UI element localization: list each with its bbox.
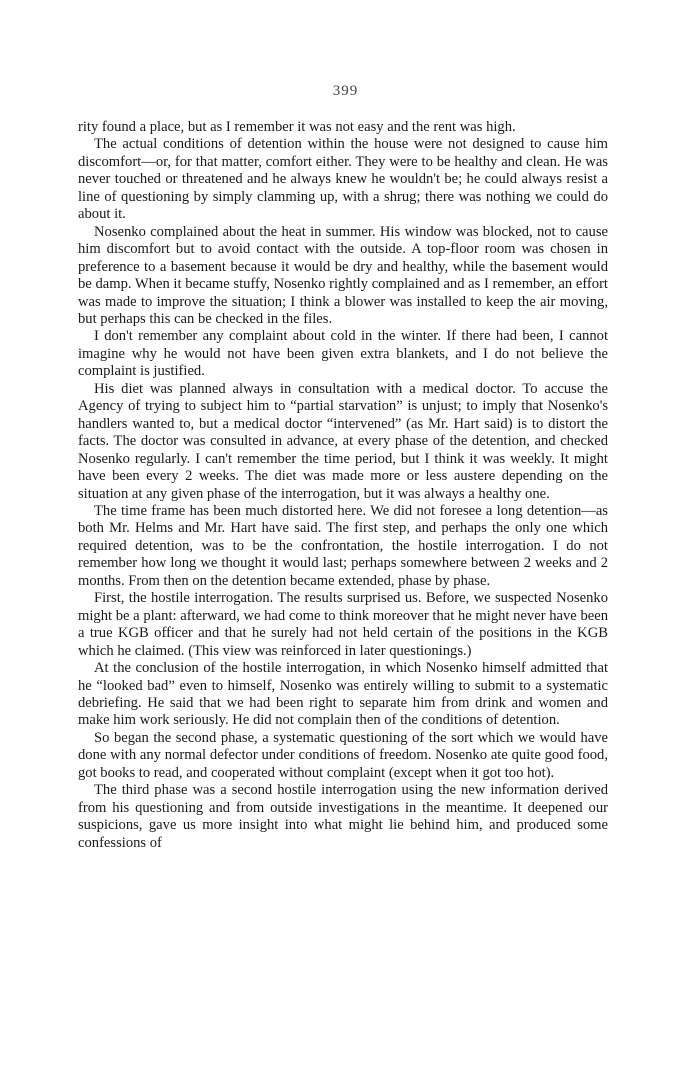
- paragraph: His diet was planned always in consultation with a medical doctor. To accuse the Agency of trying to subject him to “partial starvation” is unjust; to imply that Nosenko's handlers wanted to, but a medical doctor “intervened” (as Mr. Hart said) is to distort the facts. The doctor was consulted in advance, at every phase of the detention, and checked Nosenko regularly. I can't remember the time period, but I think it was weekly. It might have been every 2 weeks. The diet was made more or less austere depending on the situation at any given phase of the interrogation, but it was always a healthy one.: [78, 380, 608, 502]
- paragraph: The third phase was a second hostile interrogation using the new information derived from his questioning and from outside investigations in the meantime. It deepened our suspicions, gave us more insight into what might lie behind him, and produced some confessions of: [78, 782, 608, 851]
- paragraph: Nosenko complained about the heat in summer. His window was blocked, not to cause him discomfort but to avoid contact with the outside. A top-floor room was chosen in preference to a basement because it would be dry and healthy, while the basement would be damp. When it became stuffy, Nosenko rightly complained and as I remember, an effort was made to improve the situation; I think a blower was installed to keep the air moving, but perhaps this can be checked in the files.: [78, 223, 608, 327]
- paragraph: I don't remember any complaint about cold in the winter. If there had been, I cannot imagine why he would not have been given extra blankets, and I do not believe the complaint is justified.: [78, 328, 608, 380]
- body-text: [78, 119, 608, 852]
- paragraph: At the conclusion of the hostile interrogation, in which Nosenko himself admitted that he “looked bad” even to himself, Nosenko was entirely willing to submit to a systematic debriefing. He said that we had been right to separate him from drink and women and make him work seriously. He did not complain then of the conditions of detention.: [78, 660, 608, 729]
- paragraph: So began the second phase, a systematic questioning of the sort which we would have done with any normal defector under conditions of freedom. Nosenko ate quite good food, got books to read, and cooperated without complaint (except when it got too hot).: [78, 729, 608, 781]
- paragraph: The time frame has been much distorted here. We did not foresee a long detention—as both Mr. Helms and Mr. Hart have said. The first step, and perhaps the only one which required detention, was to be the confrontation, the hostile interrogation. I do not remember how long we thought it would last; perhaps somewhere between 2 weeks and 2 months. From then on the detention became extended, phase by phase.: [78, 502, 608, 589]
- paragraph: rity found a place, but as I remember it was not easy and the rent was high.: [78, 119, 516, 135]
- paragraph: First, the hostile interrogation. The results surprised us. Before, we suspected Nosenko might be a plant: afterward, we had come to think moreover that he might never have been a true KGB officer and that he surely had not held certain of the positions in the KGB which he claimed. (This view was reinforced in later questionings.): [78, 590, 608, 659]
- paragraph: The actual conditions of detention within the house were not designed to cause him discomfort—or, for that matter, comfort either. They were to be healthy and clean. He was never touched or threatened and he always knew he wouldn't be; he could always resist a line of questioning by simply clamming up, with a shrug; there was nothing we could do about it.: [78, 136, 608, 223]
- page-number: 399: [332, 83, 359, 99]
